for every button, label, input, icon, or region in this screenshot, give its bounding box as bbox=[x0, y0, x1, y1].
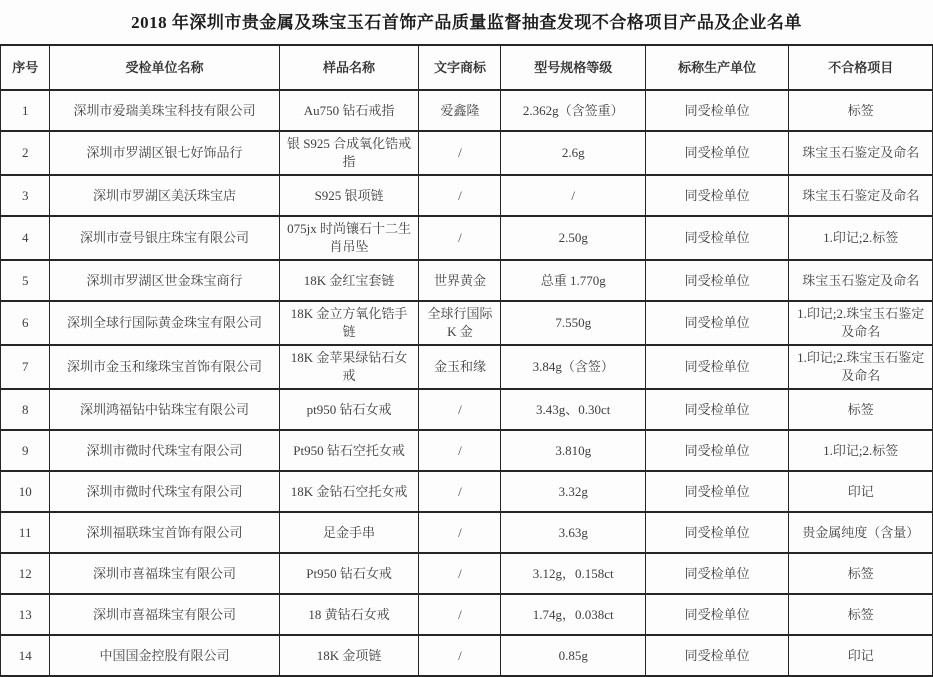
col-unit-name: 深圳福联珠宝首饰有限公司 bbox=[50, 512, 279, 553]
col-producer: 同受检单位 bbox=[645, 345, 789, 389]
col-spec-grade: 2.362g（含签重） bbox=[501, 90, 645, 131]
col-producer: 同受检单位 bbox=[645, 430, 789, 471]
header-col-sample-name: 样品名称 bbox=[279, 45, 419, 90]
col-index: 8 bbox=[1, 389, 50, 430]
table-row bbox=[1, 260, 933, 301]
col-spec-grade: 3.84g（含签） bbox=[501, 345, 645, 389]
col-index: 3 bbox=[1, 175, 50, 216]
table-row bbox=[1, 301, 933, 345]
col-unit-name: 深圳市微时代珠宝有限公司 bbox=[50, 430, 279, 471]
table-row bbox=[1, 175, 933, 216]
header-row bbox=[1, 45, 933, 90]
col-failed-items: 珠宝玉石鉴定及命名 bbox=[789, 175, 933, 216]
col-trademark: 世界黄金 bbox=[419, 260, 501, 301]
col-trademark: / bbox=[419, 594, 501, 635]
table-row bbox=[1, 512, 933, 553]
col-failed-items: 珠宝玉石鉴定及命名 bbox=[789, 260, 933, 301]
col-unit-name: 深圳市喜福珠宝有限公司 bbox=[50, 553, 279, 594]
col-unit-name: 深圳全球行国际黄金珠宝有限公司 bbox=[50, 301, 279, 345]
col-producer: 同受检单位 bbox=[645, 90, 789, 131]
col-sample-name: Pt950 钻石女戒 bbox=[279, 553, 419, 594]
col-index: 7 bbox=[1, 345, 50, 389]
col-producer: 同受检单位 bbox=[645, 594, 789, 635]
col-trademark: 全球行国际K 金 bbox=[419, 301, 501, 345]
col-index: 5 bbox=[1, 260, 50, 301]
col-failed-items: 印记 bbox=[789, 471, 933, 512]
col-unit-name: 深圳鸿福钻中钻珠宝有限公司 bbox=[50, 389, 279, 430]
col-unit-name: 深圳市微时代珠宝有限公司 bbox=[50, 471, 279, 512]
col-sample-name: 18K 金钻石空托女戒 bbox=[279, 471, 419, 512]
page-title: 2018 年深圳市贵金属及珠宝玉石首饰产品质量监督抽查发现不合格项目产品及企业名单 bbox=[131, 13, 802, 32]
header-col-spec-grade: 型号规格等级 bbox=[501, 45, 645, 90]
col-spec-grade: 0.85g bbox=[501, 635, 645, 676]
header-col-trademark: 文字商标 bbox=[419, 45, 501, 90]
inspection-results-table bbox=[0, 44, 933, 677]
col-producer: 同受检单位 bbox=[645, 389, 789, 430]
col-failed-items: 1.印记;2.标签 bbox=[789, 216, 933, 260]
col-sample-name: 075jx 时尚镶石十二生肖吊坠 bbox=[279, 216, 419, 260]
col-spec-grade: 总重 1.770g bbox=[501, 260, 645, 301]
table-row bbox=[1, 389, 933, 430]
col-failed-items: 标签 bbox=[789, 553, 933, 594]
col-spec-grade: 2.6g bbox=[501, 131, 645, 175]
table-row bbox=[1, 471, 933, 512]
table-row bbox=[1, 131, 933, 175]
col-unit-name: 中国国金控股有限公司 bbox=[50, 635, 279, 676]
col-index: 10 bbox=[1, 471, 50, 512]
table-row bbox=[1, 90, 933, 131]
col-spec-grade: 3.43g、0.30ct bbox=[501, 389, 645, 430]
col-index: 12 bbox=[1, 553, 50, 594]
col-sample-name: Pt950 钻石空托女戒 bbox=[279, 430, 419, 471]
col-failed-items: 1.印记;2.珠宝玉石鉴定及命名 bbox=[789, 301, 933, 345]
col-unit-name: 深圳市壹号银庄珠宝有限公司 bbox=[50, 216, 279, 260]
col-producer: 同受检单位 bbox=[645, 553, 789, 594]
col-trademark: 爱鑫隆 bbox=[419, 90, 501, 131]
col-sample-name: 18 黄钻石女戒 bbox=[279, 594, 419, 635]
col-producer: 同受检单位 bbox=[645, 131, 789, 175]
col-trademark: / bbox=[419, 131, 501, 175]
col-producer: 同受检单位 bbox=[645, 512, 789, 553]
col-trademark: / bbox=[419, 175, 501, 216]
col-sample-name: pt950 钻石女戒 bbox=[279, 389, 419, 430]
col-trademark: / bbox=[419, 430, 501, 471]
col-index: 9 bbox=[1, 430, 50, 471]
table-header bbox=[1, 45, 933, 90]
col-sample-name: 银 S925 合成氧化锆戒指 bbox=[279, 131, 419, 175]
table-row bbox=[1, 345, 933, 389]
col-sample-name: 18K 金红宝套链 bbox=[279, 260, 419, 301]
col-spec-grade: 3.32g bbox=[501, 471, 645, 512]
col-index: 1 bbox=[1, 90, 50, 131]
col-index: 13 bbox=[1, 594, 50, 635]
col-sample-name: Au750 钻石戒指 bbox=[279, 90, 419, 131]
col-spec-grade: 2.50g bbox=[501, 216, 645, 260]
col-index: 2 bbox=[1, 131, 50, 175]
header-col-index: 序号 bbox=[1, 45, 50, 90]
header-col-producer: 标称生产单位 bbox=[645, 45, 789, 90]
col-sample-name: 18K 金立方氧化锆手链 bbox=[279, 301, 419, 345]
col-spec-grade: 7.550g bbox=[501, 301, 645, 345]
col-spec-grade: 3.12g，0.158ct bbox=[501, 553, 645, 594]
col-failed-items: 贵金属纯度（含量） bbox=[789, 512, 933, 553]
col-failed-items: 1.印记;2.标签 bbox=[789, 430, 933, 471]
col-producer: 同受检单位 bbox=[645, 216, 789, 260]
col-unit-name: 深圳市罗湖区美沃珠宝店 bbox=[50, 175, 279, 216]
table-row bbox=[1, 635, 933, 676]
col-index: 14 bbox=[1, 635, 50, 676]
col-producer: 同受检单位 bbox=[645, 175, 789, 216]
col-trademark: / bbox=[419, 553, 501, 594]
col-trademark: / bbox=[419, 216, 501, 260]
col-trademark: / bbox=[419, 512, 501, 553]
table-body bbox=[1, 90, 933, 676]
col-producer: 同受检单位 bbox=[645, 635, 789, 676]
col-unit-name: 深圳市罗湖区银七好饰品行 bbox=[50, 131, 279, 175]
col-producer: 同受检单位 bbox=[645, 260, 789, 301]
table-row bbox=[1, 430, 933, 471]
col-unit-name: 深圳市喜福珠宝有限公司 bbox=[50, 594, 279, 635]
col-unit-name: 深圳市爱瑞美珠宝科技有限公司 bbox=[50, 90, 279, 131]
col-failed-items: 印记 bbox=[789, 635, 933, 676]
col-trademark: 金玉和缘 bbox=[419, 345, 501, 389]
col-index: 6 bbox=[1, 301, 50, 345]
col-unit-name: 深圳市罗湖区世金珠宝商行 bbox=[50, 260, 279, 301]
col-sample-name: 18K 金项链 bbox=[279, 635, 419, 676]
header-col-unit-name: 受检单位名称 bbox=[50, 45, 279, 90]
col-spec-grade: 1.74g，0.038ct bbox=[501, 594, 645, 635]
col-index: 4 bbox=[1, 216, 50, 260]
table-row bbox=[1, 594, 933, 635]
col-failed-items: 标签 bbox=[789, 389, 933, 430]
col-failed-items: 1.印记;2.珠宝玉石鉴定及命名 bbox=[789, 345, 933, 389]
col-producer: 同受检单位 bbox=[645, 301, 789, 345]
header-col-failed-items: 不合格项目 bbox=[789, 45, 933, 90]
col-unit-name: 深圳市金玉和缘珠宝首饰有限公司 bbox=[50, 345, 279, 389]
col-failed-items: 珠宝玉石鉴定及命名 bbox=[789, 131, 933, 175]
table-row bbox=[1, 553, 933, 594]
col-sample-name: 足金手串 bbox=[279, 512, 419, 553]
col-spec-grade: / bbox=[501, 175, 645, 216]
col-sample-name: S925 银项链 bbox=[279, 175, 419, 216]
col-index: 11 bbox=[1, 512, 50, 553]
col-trademark: / bbox=[419, 389, 501, 430]
col-failed-items: 标签 bbox=[789, 594, 933, 635]
col-producer: 同受检单位 bbox=[645, 471, 789, 512]
col-trademark: / bbox=[419, 635, 501, 676]
col-spec-grade: 3.810g bbox=[501, 430, 645, 471]
col-failed-items: 标签 bbox=[789, 90, 933, 131]
col-spec-grade: 3.63g bbox=[501, 512, 645, 553]
col-sample-name: 18K 金苹果绿钻石女戒 bbox=[279, 345, 419, 389]
col-trademark: / bbox=[419, 471, 501, 512]
table-row bbox=[1, 216, 933, 260]
